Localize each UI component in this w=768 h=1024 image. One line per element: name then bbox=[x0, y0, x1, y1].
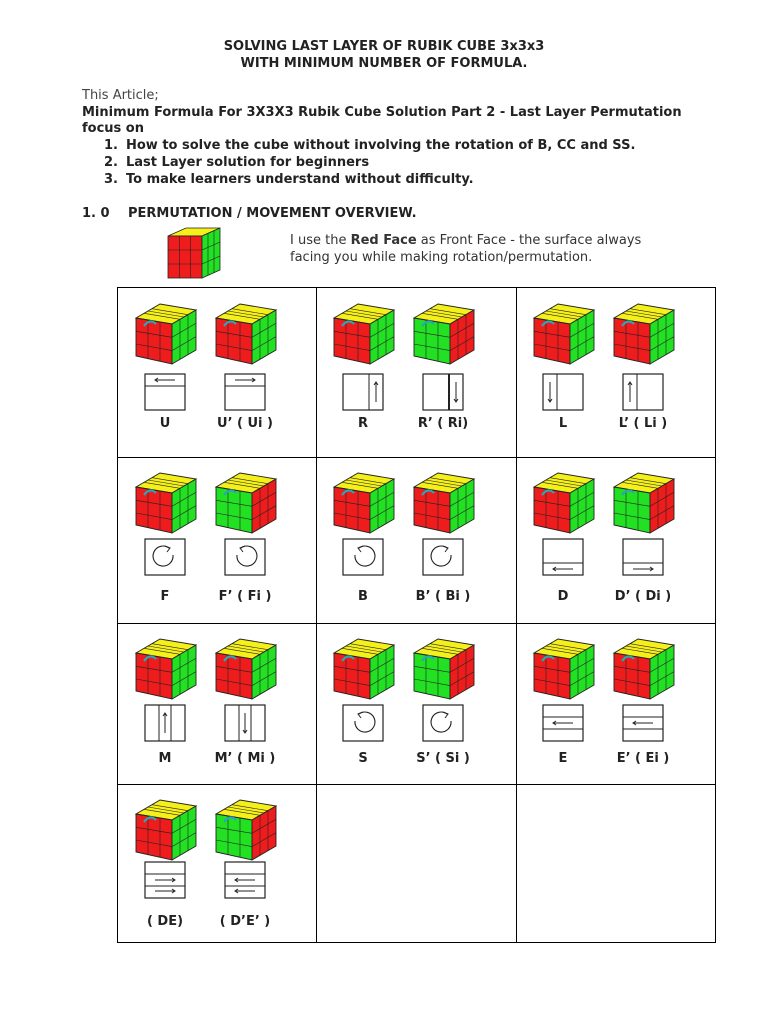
title-line-1: SOLVING LAST LAYER OF RUBIK CUBE 3x3x3 bbox=[223, 39, 545, 54]
move-8 bbox=[210, 457, 280, 623]
move-label: D’ ( Di ) bbox=[614, 589, 672, 604]
move-12 bbox=[608, 457, 678, 623]
cube-image bbox=[210, 465, 280, 537]
move-label: F’ ( Fi ) bbox=[218, 589, 272, 604]
this-article-label: This Article; bbox=[82, 88, 159, 103]
cube-image bbox=[130, 465, 200, 537]
cube-image bbox=[528, 296, 598, 368]
move-label: F bbox=[160, 589, 170, 604]
move-7 bbox=[130, 457, 200, 623]
move-label: M bbox=[158, 751, 172, 766]
cube-image bbox=[210, 792, 280, 864]
cube-image bbox=[328, 296, 398, 368]
moves-table bbox=[117, 287, 716, 943]
subtitle: Minimum Formula For 3X3X3 Rubik Cube Solution Part 2 - Last Layer Permutation bbox=[82, 105, 682, 120]
r-arrow-up-icon bbox=[341, 372, 385, 416]
cube-image bbox=[328, 465, 398, 537]
move-16 bbox=[408, 623, 478, 784]
move-label: D bbox=[557, 589, 569, 604]
move-3 bbox=[328, 288, 398, 457]
clockwise-arrow-icon bbox=[421, 537, 465, 581]
l-arrow-down-icon bbox=[541, 372, 585, 416]
move-15 bbox=[328, 623, 398, 784]
m-arrow-down-icon bbox=[223, 703, 267, 747]
move-18 bbox=[608, 623, 678, 784]
counterclockwise-arrow-icon bbox=[223, 537, 267, 581]
move-label: E’ ( Ei ) bbox=[616, 751, 670, 766]
move-label: M’ ( Mi ) bbox=[214, 751, 276, 766]
cube-image bbox=[608, 296, 678, 368]
cube-image bbox=[608, 631, 678, 703]
description-line-2: facing you while making rotation/permutation. bbox=[290, 250, 593, 265]
section-heading: PERMUTATION / MOVEMENT OVERVIEW. bbox=[128, 206, 417, 221]
move-4 bbox=[408, 288, 478, 457]
cube-image bbox=[408, 631, 478, 703]
move-2 bbox=[210, 288, 280, 457]
move-13 bbox=[130, 623, 200, 784]
de-arrows-left-icon bbox=[223, 860, 267, 904]
cube-image bbox=[408, 465, 478, 537]
move-label: S bbox=[358, 751, 368, 766]
focus-on-label: focus on bbox=[82, 121, 144, 136]
move-20 bbox=[210, 784, 280, 942]
description-line-1: I use the Red Face as Front Face - the surface always bbox=[290, 233, 642, 248]
e-arrow-left-icon bbox=[541, 703, 585, 747]
cube-image bbox=[528, 631, 598, 703]
list-item: 3. To make learners understand without difficulty. bbox=[104, 172, 474, 187]
cube-image bbox=[130, 296, 200, 368]
move-label: E bbox=[558, 751, 568, 766]
move-label: ( D’E’ ) bbox=[219, 914, 271, 929]
counterclockwise-arrow-icon bbox=[341, 703, 385, 747]
front-face-cube-image bbox=[164, 226, 222, 280]
cube-image bbox=[210, 296, 280, 368]
m-arrow-up-icon bbox=[143, 703, 187, 747]
move-label: B bbox=[358, 589, 368, 604]
cube-image bbox=[130, 631, 200, 703]
d-arrow-right-icon bbox=[621, 537, 665, 581]
move-9 bbox=[328, 457, 398, 623]
counterclockwise-arrow-icon bbox=[341, 537, 385, 581]
move-6 bbox=[608, 288, 678, 457]
list-item: 2. Last Layer solution for beginners bbox=[104, 155, 370, 170]
move-label: U’ ( Ui ) bbox=[217, 416, 273, 431]
clockwise-arrow-icon bbox=[421, 703, 465, 747]
move-label: R’ ( Ri) bbox=[417, 416, 469, 431]
move-label: S’ ( Si ) bbox=[416, 751, 470, 766]
r-arrow-down-icon bbox=[421, 372, 465, 416]
move-1 bbox=[130, 288, 200, 457]
title-line-2: WITH MINIMUM NUMBER OF FORMULA. bbox=[240, 56, 528, 71]
cube-image bbox=[328, 631, 398, 703]
move-10 bbox=[408, 457, 478, 623]
move-label: R bbox=[357, 416, 368, 431]
e-arrow-left-icon bbox=[621, 703, 665, 747]
move-label: L bbox=[558, 416, 568, 431]
cube-image bbox=[608, 465, 678, 537]
cube-image bbox=[130, 792, 200, 864]
move-label: B’ ( Bi ) bbox=[415, 589, 471, 604]
u-arrow-right-icon bbox=[223, 372, 267, 416]
d-arrow-left-icon bbox=[541, 537, 585, 581]
move-label: ( DE) bbox=[146, 914, 184, 929]
move-5 bbox=[528, 288, 598, 457]
move-label: L’ ( Li ) bbox=[618, 416, 668, 431]
de-arrows-right-icon bbox=[143, 860, 187, 904]
section-number: 1. 0 bbox=[82, 206, 110, 221]
move-19 bbox=[130, 784, 200, 942]
cube-image bbox=[210, 631, 280, 703]
u-arrow-left-icon bbox=[143, 372, 187, 416]
move-11 bbox=[528, 457, 598, 623]
focus-list bbox=[104, 137, 635, 188]
cube-image bbox=[408, 296, 478, 368]
move-label: U bbox=[159, 416, 171, 431]
list-item: 1. How to solve the cube without involving the rotation of B, CC and SS. bbox=[104, 138, 636, 153]
clockwise-arrow-icon bbox=[143, 537, 187, 581]
cube-image bbox=[528, 465, 598, 537]
l-arrow-up-icon bbox=[621, 372, 665, 416]
move-14 bbox=[210, 623, 280, 784]
move-17 bbox=[528, 623, 598, 784]
